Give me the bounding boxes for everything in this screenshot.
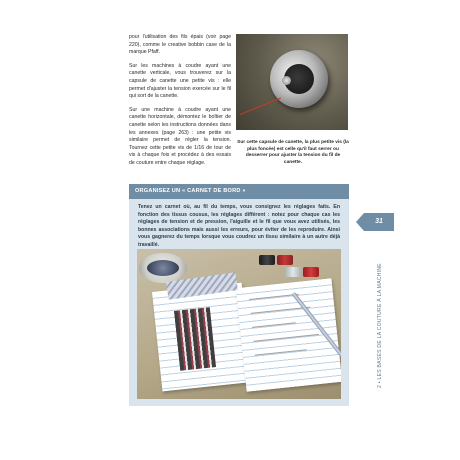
body-paragraph-2: Sur les machines à coudre ayant une canette verticale, vous trouverez sur la capsule de canette une petite vis : elle permet d'ajuster la tension exercée sur le fil qui sort de la canette. xyxy=(129,62,231,100)
thread-spool xyxy=(303,267,319,277)
red-thread xyxy=(240,98,281,115)
bowl-contents xyxy=(147,260,179,276)
page-number-tab xyxy=(364,213,394,231)
chapter-title: 2 • LES BASES DE LA COUTURE À LA MACHINE xyxy=(377,263,383,388)
handwriting-line xyxy=(253,334,319,342)
tip-box-text: Tenez un carnet où, au fil du temps, vous consignez les réglages faits. En fonction des tissus cousus, les réglages différent : notez pour chaque cas les réglages de tension et de pression, l'aiguille et le fil que vous avez utilisés, les bonnes associations mais aussi les erreurs, pour éviter de les reproduire. Ainsi vous gagnerez du temps lorsque vous coudrez un tissu similaire à un autre déjà travaillé. xyxy=(138,204,340,248)
thread-spool xyxy=(277,255,293,265)
body-paragraph-1: pour l'utilisation des fils épais (voir page 220), comme le creative bobbin case de la marque Pfaff. xyxy=(129,34,231,56)
thread-spool xyxy=(285,267,301,277)
handwriting-line xyxy=(252,322,296,328)
thread-spool xyxy=(259,255,275,265)
bobbin-case-photo xyxy=(236,34,348,130)
tension-screw xyxy=(282,76,291,85)
photo-caption: Sur cette capsule de canette, la plus petite vis (la plus foncée) est celle qu'il faut serrer ou desserrer pour ajuster la tension du fil de canette. xyxy=(237,140,349,165)
page-number: 31 xyxy=(375,218,383,225)
bowl xyxy=(139,253,187,283)
notebook-photo xyxy=(137,249,341,399)
tip-box-title: ORGANISEZ UN « CARNET DE BORD » xyxy=(129,184,349,199)
body-text-column xyxy=(129,34,231,174)
fabric-sample xyxy=(174,307,216,370)
body-paragraph-3: Sur une machine à coudre ayant une canette horizontale, démontez le boîtier de canette selon les instructions données dans les annexes (page 263) : une petite vis similaire permet de régler la tension. Tournez cette petite vis de 1/16 de tour de vis à chaque fois et procédez à des essais de couture entre chaque réglage. xyxy=(129,106,231,166)
handwriting-line xyxy=(255,349,307,355)
tip-box xyxy=(129,184,349,406)
